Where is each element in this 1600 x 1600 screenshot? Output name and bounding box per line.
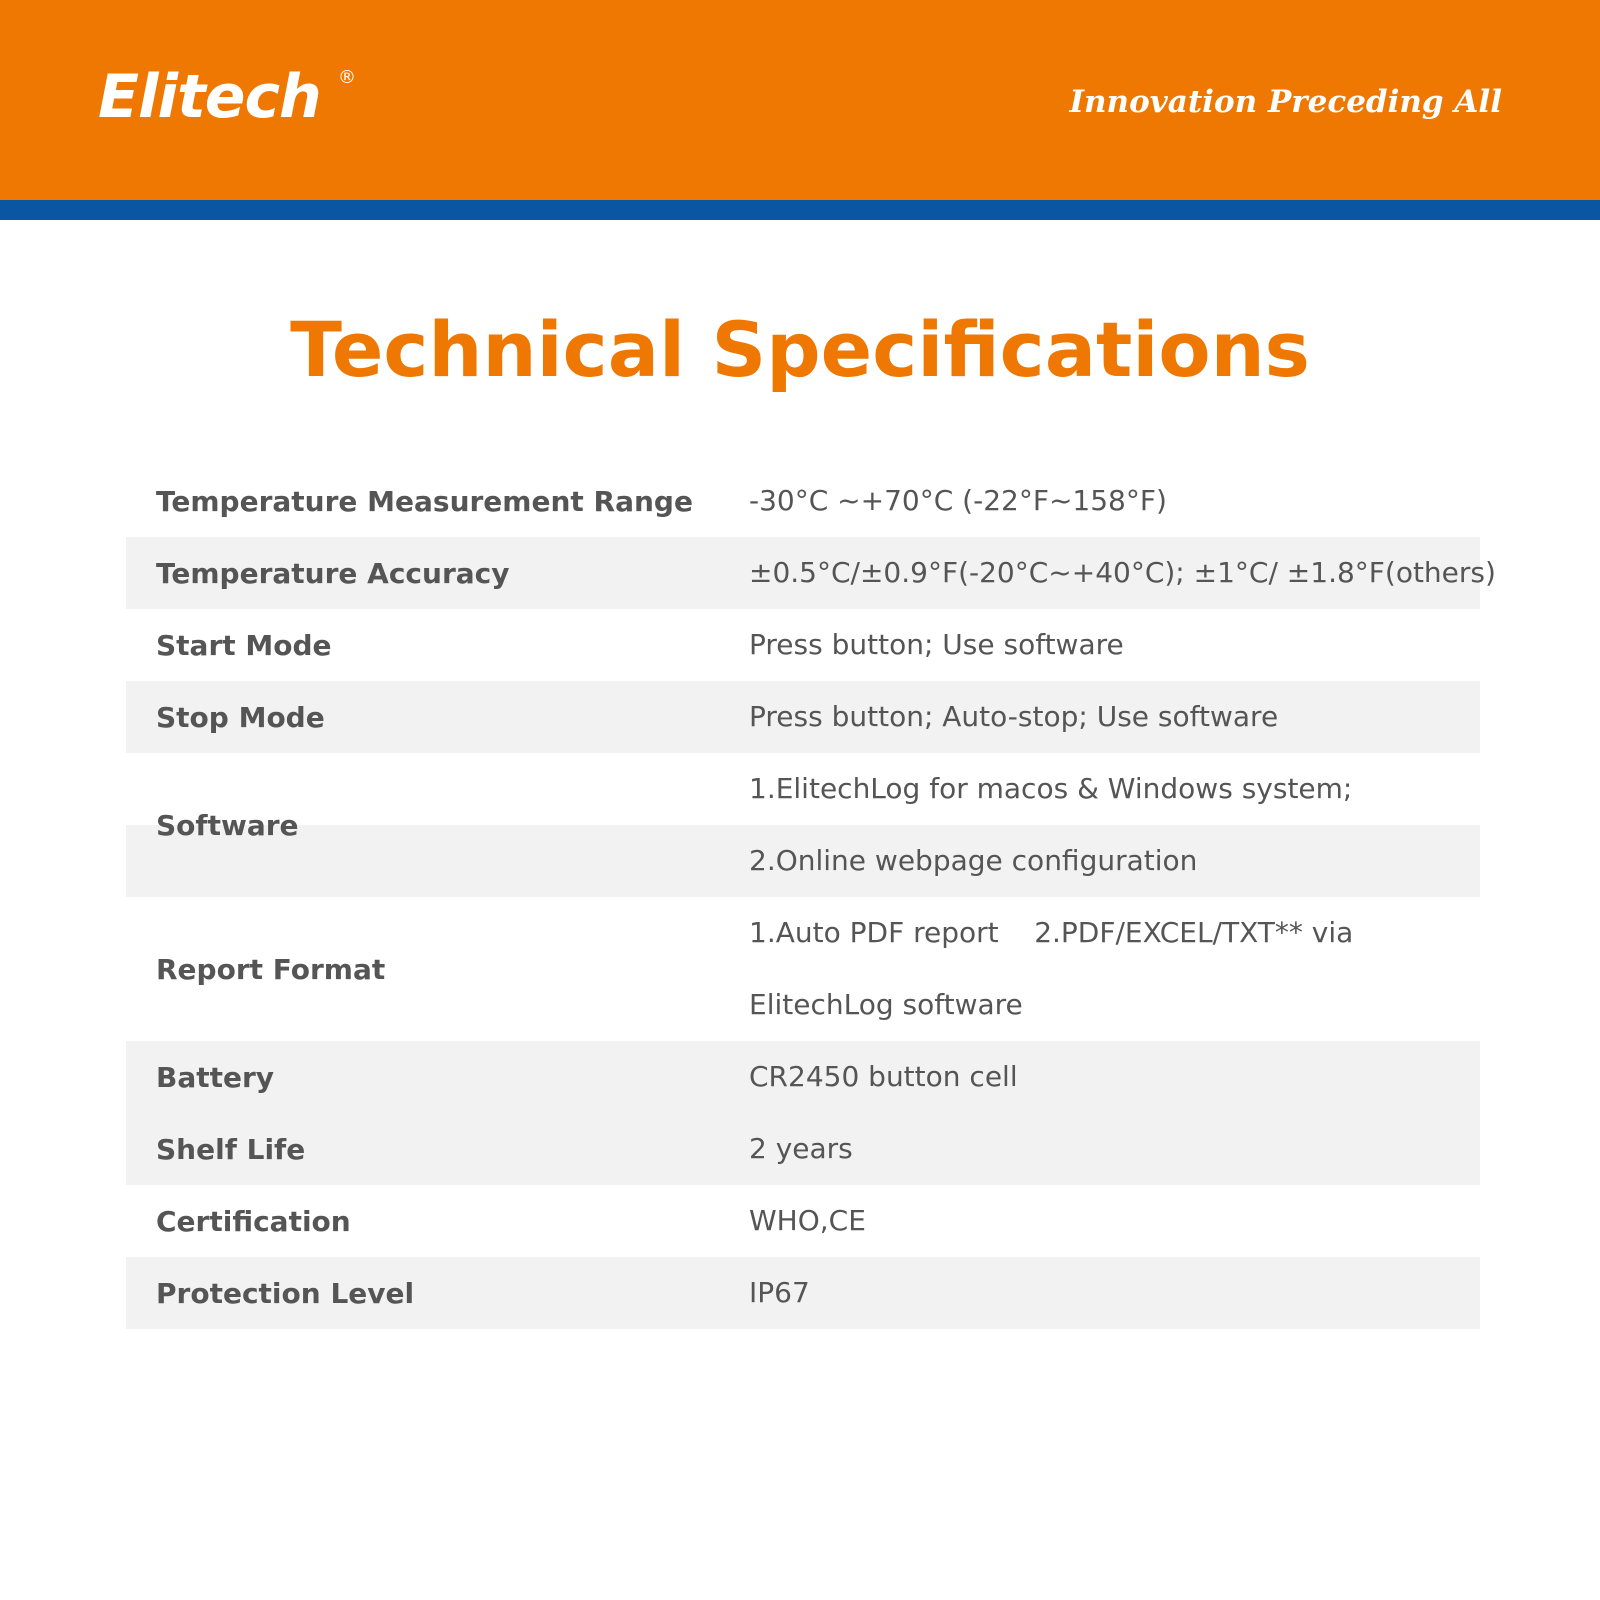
spec-value-text: Press button; Auto-stop; Use software <box>749 700 1279 733</box>
spec-value <box>749 609 1469 681</box>
spec-row-temp-accuracy <box>126 537 1496 609</box>
spec-value-text: WHO,CE <box>749 1204 866 1237</box>
spec-label: Temperature Accuracy <box>156 556 510 590</box>
spec-label: Report Format <box>156 952 386 986</box>
spec-value <box>749 1257 1469 1329</box>
spec-row-protection <box>126 1257 1480 1329</box>
spec-label: Battery <box>156 1060 275 1094</box>
spec-value-text: ±0.5°C/±0.9°F(-20°C~+40°C); ±1°C/ ±1.8°F(others) <box>749 556 1496 589</box>
spec-value <box>749 897 1469 1041</box>
spec-label: Start Mode <box>156 628 332 662</box>
spec-row-battery <box>126 1041 1480 1113</box>
spec-value <box>749 1041 1469 1113</box>
spec-value-text: CR2450 button cell <box>749 1060 1018 1093</box>
page-title: Technical Specifications <box>290 305 1310 394</box>
spec-value-line: 1.Auto PDF report 2.PDF/EXCEL/TXT** via <box>749 916 1354 949</box>
spec-label: Shelf Life <box>156 1132 306 1166</box>
brand-logo: Elitech <box>98 62 321 132</box>
spec-row-certification <box>126 1185 1480 1257</box>
spec-label: Temperature Measurement Range <box>156 484 693 518</box>
spec-label: Protection Level <box>156 1276 415 1310</box>
spec-label: Stop Mode <box>156 700 325 734</box>
brand-tagline: Innovation Preceding All <box>1069 84 1502 120</box>
spec-value-line: 2.Online webpage configuration <box>749 844 1198 877</box>
spec-table <box>126 465 1496 1329</box>
spec-row-shelf-life <box>126 1113 1480 1185</box>
spec-value-text: 2 years <box>749 1132 853 1165</box>
spec-value <box>749 753 1469 897</box>
spec-row-start-mode <box>126 609 1480 681</box>
spec-row-software <box>126 753 1480 897</box>
spec-label: Certification <box>156 1204 351 1238</box>
spec-label: Software <box>156 808 299 842</box>
spec-value <box>749 465 1469 537</box>
spec-value <box>749 1185 1469 1257</box>
spec-value-line: ElitechLog software <box>749 988 1023 1021</box>
registered-mark: ® <box>338 67 356 88</box>
spec-value <box>749 1113 1469 1185</box>
spec-value-text: IP67 <box>749 1276 810 1309</box>
spec-row-report-format <box>126 897 1480 1041</box>
spec-value <box>749 681 1469 753</box>
spec-value <box>749 537 1496 609</box>
spec-row-temp-range <box>126 465 1480 537</box>
spec-value-line: 1.ElitechLog for macos & Windows system; <box>749 772 1353 805</box>
header-stripe <box>0 200 1600 220</box>
spec-value-text: -30°C ~+70°C (-22°F~158°F) <box>749 484 1167 517</box>
spec-value-text: Press button; Use software <box>749 628 1124 661</box>
spec-row-stop-mode <box>126 681 1480 753</box>
